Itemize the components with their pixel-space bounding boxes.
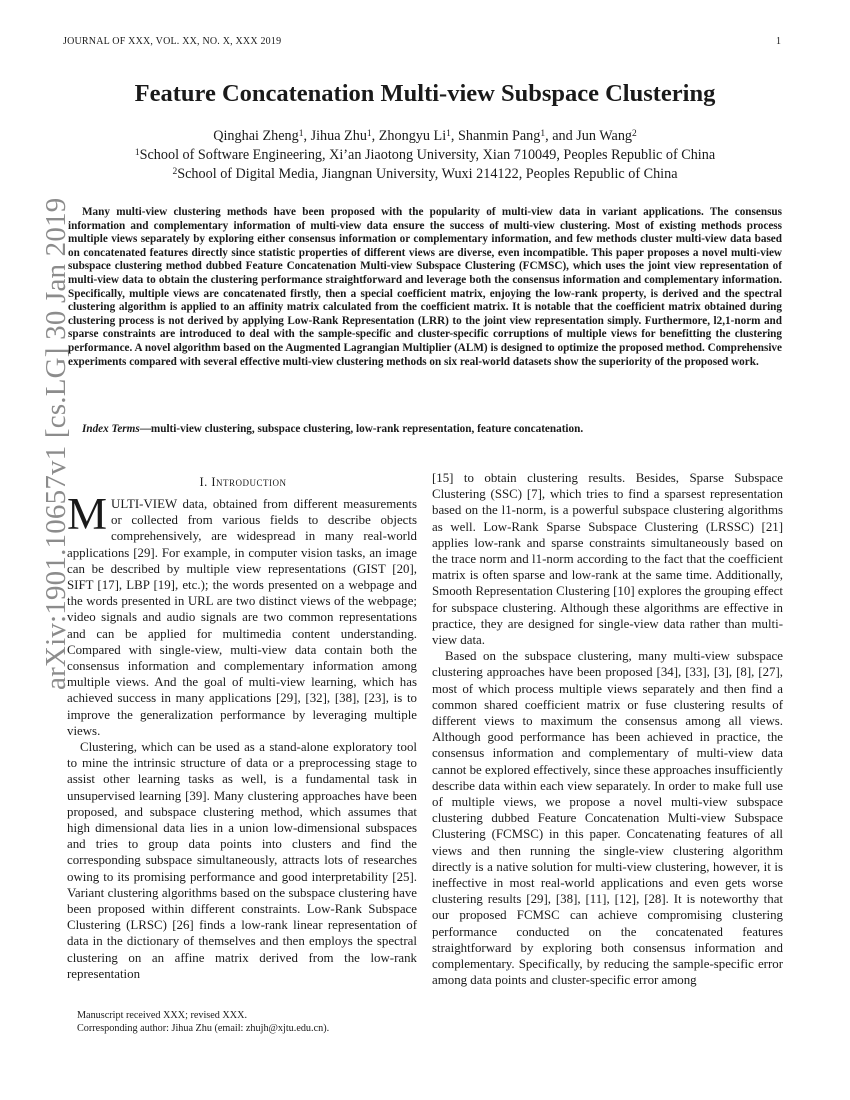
- author-separator: ,: [303, 128, 311, 144]
- paragraph-text: ULTI-VIEW data, obtained from different measurements or collected from various fields to describe objects comprehensively, are widespread in many real-world applications [29]. For example, in computer vision tasks, an image can be described by multiple view representations (GIST [20], SIFT [17], LBP [19], etc.); the words presented on a webpage and the words presented in URL are two distinct views of the webpage; video signals and audio signals are two common representations and can be applied for multimedia content understanding. Compared with single-view, multi-view data contain both the consensus information and complementary information among multiple views. And the goal of multi-view learning, which has achieved success in many applications [29], [32], [38], [23], is to improve the generalization performance by leveraging multiple views.: [67, 497, 417, 738]
- intro-paragraph-2: Clustering, which can be used as a stand-alone exploratory tool to mine the intrinsic structure of data or a preprocessing stage to assist other learning tasks as well, is a fundamental task in unsupervised learning [39]. Many clustering approaches have been proposed, and subspace clustering method, which assumes that high dimensional data lies in a union low-dimensional subspaces and tries to group data points into clusters and find the corresponding subspace simultaneously, attracts lots of researches owing to its promising performance and good interpretability [25]. Variant clustering algorithms based on the subspace clustering have been proposed within different constraints. Low-Rank Subspace Clustering (LRSC) [26] finds a low-rank linear representation of data in the dictionary of themselves and then employs the spectral clustering on an affine matrix derived from the low-rank representation: [67, 740, 417, 981]
- author-name: Jun Wang: [576, 128, 633, 144]
- arxiv-side-stamp: arXiv:1901.10657v1 [cs.LG] 30 Jan 2019: [40, 197, 72, 690]
- drop-cap: M: [67, 489, 108, 539]
- affiliation-mark: 1: [540, 129, 546, 139]
- index-terms-label: Index Terms: [82, 423, 140, 435]
- affiliation-mark: 2: [172, 167, 178, 177]
- author-name: Shanmin Pang: [458, 128, 541, 144]
- right-column: [432, 470, 783, 989]
- affiliation-mark: 1: [446, 129, 451, 139]
- affiliation-text: School of Digital Media, Jiangnan University, Wuxi 214122, Peoples Republic of China: [177, 166, 678, 182]
- footnote-manuscript: Manuscript received XXX; revised XXX.: [77, 1010, 248, 1021]
- intro-paragraph-1: [67, 489, 417, 739]
- running-header: JOURNAL OF XXX, VOL. XX, NO. X, XXX 2019: [63, 36, 282, 47]
- footnote: [77, 1010, 417, 1035]
- author-separator: ,: [450, 128, 458, 144]
- page-number: 1: [776, 36, 781, 47]
- paper-title: Feature Concatenation Multi-view Subspace Clustering: [134, 80, 716, 107]
- footnote-corresponding: Corresponding author: Jihua Zhu (email: zhujh@xjtu.edu.cn).: [77, 1022, 330, 1034]
- author-separator: ,: [371, 128, 379, 144]
- author-name: Zhongyu Li: [378, 128, 447, 144]
- index-terms: [68, 423, 782, 435]
- left-column: [67, 489, 417, 982]
- intro-paragraph-3: [15] to obtain clustering results. Besides, Sparse Subspace Clustering (SSC) [7], which tries to find a sparsest representation based on the l1-norm, is a powerful subspace clustering algorithms as well. Low-Rank Sparse Subspace Clustering (LRSSC) [21] applies low-rank and sparse constraints simultaneously based on the trace norm and l1-norm according to the fact that the coefficient matrix is often sparse and low-rank at the same time. Additionally, Smooth Representation Clustering [10] explores the grouping effect for subspace clustering. Although these algorithms are effective in practice, they are designed for single-view data rather than multi-view data.: [432, 471, 783, 648]
- author-list: [0, 127, 850, 146]
- author-name: Qinghai Zheng: [213, 128, 299, 144]
- author-separator: , and: [545, 128, 577, 144]
- affiliation-mark: 2: [632, 129, 637, 139]
- author-name: Jihua Zhu: [310, 128, 367, 144]
- affiliation-1: [0, 146, 850, 165]
- index-terms-text: —multi-view clustering, subspace clustering, low-rank representation, feature concatenation.: [139, 423, 584, 435]
- affiliation-mark: 1: [366, 129, 372, 139]
- section-title: Introduction: [211, 475, 287, 489]
- affiliation-text: School of Software Engineering, Xi’an Jiaotong University, Xian 710049, Peoples Republic of China: [139, 147, 716, 163]
- intro-paragraph-4: Based on the subspace clustering, many multi-view subspace clustering approaches have been proposed [34], [33], [3], [8], [27], most of which process multiple views separately and then find a common shared coefficient matrix or fuse clustering results of different views to maximum the consensus among all views. Although good performance has been achieved in practice, the consensus information and complementary of multi-view data cannot be explored effectively, since these approaches insufficiently describe data within each view separately. In order to make full use of multiple views, we propose a novel multi-view subspace clustering dubbed Feature Concatenation Multi-view Subspace Clustering (FCMSC) in this paper. Concatenating features of all views and then running the single-view clustering algorithm directly is a native solution for multi-view clustering, however, it is ineffective in most real-world applications and even gets worse clustering results [29], [38], [11], [12], [28]. It is noteworthy that our proposed FCMSC can achieve compromising clustering performance conducted on the concatenated features straightforward by exploring both consensus information and complementary. Specifically, by reducing the sample-specific error among data points and cluster-specific error among: [432, 649, 783, 988]
- abstract: Many multi-view clustering methods have been proposed with the popularity of multi-view data in variant applications. The consensus information and complementary information of multi-view data ensure the success of multi-view clustering. Most of existing methods process multiple views separately by exploring either consensus information or complementary information, and few methods cluster multi-view data based on concatenated features directly since statistic properties of different views are diverse, even incompatible. This paper proposes a novel multi-view subspace clustering method dubbed Feature Concatenation Multi-view Subspace Clustering (FCMSC), which uses the joint view representation of multi-view data to obtain the clustering performance straightforward and leverage both the consensus information and complementary information. Specifically, multiple views are concatenated firstly, then a special coefficient matrix, enjoying the low-rank property, is derived and the spectral clustering algorithm is applied to an affinity matrix calculated from the coefficient matrix. It is notable that the coefficient matrix obtained during clustering process is not derived by applying Low-Rank Representation (LRR) to the joint view representation simply. Furthermore, l2,1-norm and sparse constraints are introduced to deal with the sample-specific and cluster-specific corruptions of multiple views for benefitting the clustering performance. A novel algorithm based on the Augmented Lagrangian Multiplier (ALM) is designed to optimize the proposed method. Comprehensive experiments compared with several effective multi-view clustering methods on six real-world datasets show the superiority of the proposed work.: [68, 206, 782, 368]
- section-heading: [68, 475, 418, 490]
- section-number: I.: [199, 475, 208, 489]
- affiliation-2: [0, 165, 850, 184]
- author-block: [0, 127, 850, 184]
- affiliation-mark: 1: [134, 148, 140, 158]
- affiliation-mark: 1: [298, 129, 304, 139]
